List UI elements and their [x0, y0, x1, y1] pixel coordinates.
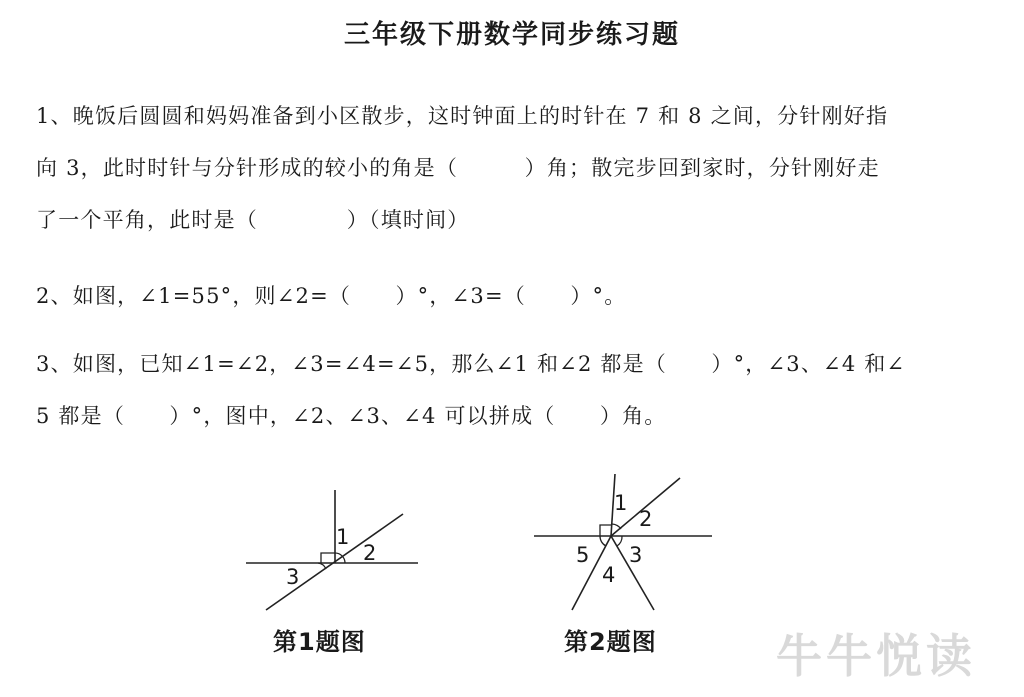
figure-2-diagram: [528, 466, 728, 616]
watermark: 牛牛悦读: [776, 629, 976, 683]
figure-2-angle-arc: [612, 524, 621, 529]
figure-2-right-angle-mark: [600, 525, 612, 536]
question-1-line-2: 向 3，此时时针与分针形成的较小的角是（ ）角；散完步回到家时，分针刚好走: [36, 156, 880, 180]
figure-2: [528, 466, 728, 620]
question-1-line-3: 了一个平角，此时是（ ）（填时间）: [36, 208, 470, 232]
figure-2-label-1: 1: [614, 491, 628, 515]
figure-1-diagram: [238, 482, 428, 622]
figure-1-right-angle-mark: [321, 553, 335, 563]
figure-2-label-2: 2: [639, 507, 653, 531]
question-3-line-2: 5 都是（ ）°，图中，∠2、∠3、∠4 可以拼成（ ）角。: [36, 404, 667, 428]
question-3-line-1: 3、如图，已知∠1=∠2，∠3=∠4=∠5，那么∠1 和∠2 都是（ ）°，∠3、∠4 和∠: [36, 352, 906, 376]
figure-2-angle-arc-3: [600, 536, 606, 546]
figure-2-label-3: 3: [629, 543, 643, 567]
figure-2-angle-arc-2: [617, 536, 622, 546]
page-title: 三年级下册数学同步练习题: [343, 20, 680, 50]
figure-1-caption: 第1题图: [273, 628, 366, 656]
figure-1: [238, 482, 428, 626]
figure-2-label-4: 4: [602, 563, 616, 587]
question-3: [36, 338, 991, 442]
question-2-line-1: 2、如图，∠1=55°，则∠2=（ ）°，∠3=（ ）°。: [36, 284, 627, 308]
figure-1-label-1: 1: [336, 525, 350, 549]
figure-2-caption: 第2题图: [564, 628, 657, 656]
question-2: [36, 270, 991, 322]
question-1-line-1: 1、晚饭后圆圆和妈妈准备到小区散步，这时钟面上的时针在 7 和 8 之间，分针刚好指: [36, 104, 889, 128]
question-1: [36, 90, 991, 246]
figure-1-label-3: 3: [286, 565, 300, 589]
figure-2-label-5: 5: [576, 543, 590, 567]
figure-1-label-2: 2: [363, 541, 377, 565]
